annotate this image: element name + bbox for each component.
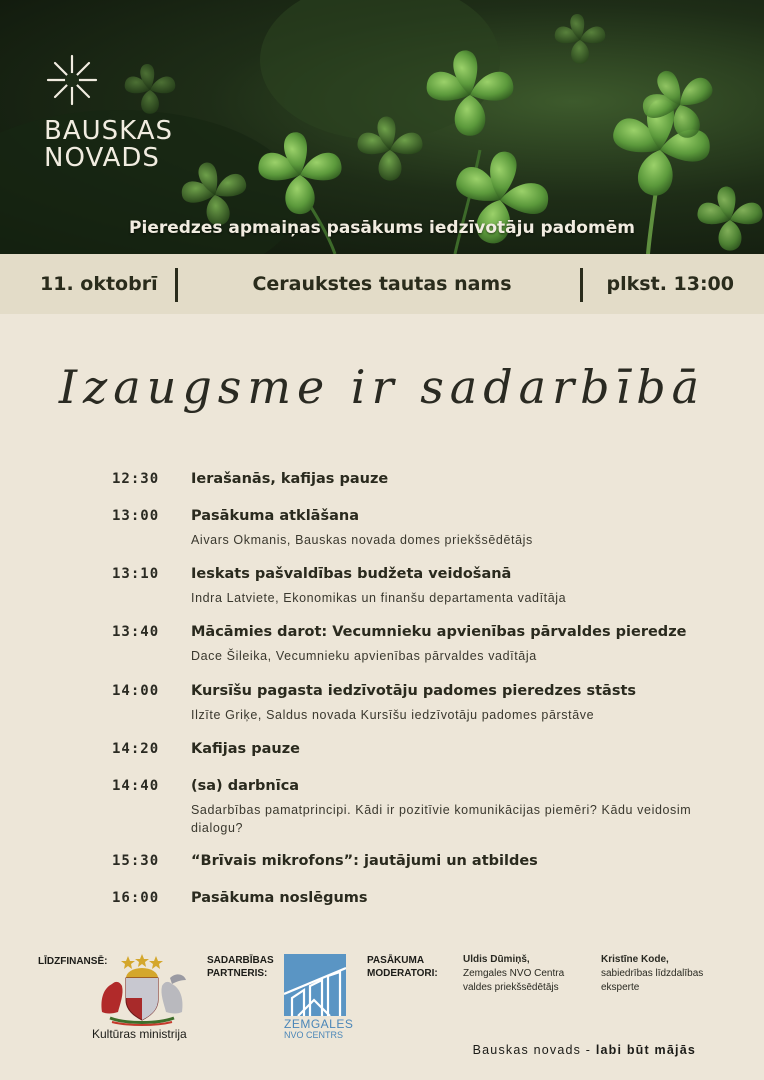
agenda-time: 14:00 xyxy=(112,683,160,699)
agenda-title: Ierašanās, kafijas pauze xyxy=(191,471,389,487)
ministry-name: Kultūras ministrija xyxy=(92,1027,187,1041)
agenda-time: 14:40 xyxy=(112,778,160,794)
event-subtitle: Pieredzes apmaiņas pasākums iedzīvotāju padomēm xyxy=(129,218,635,238)
divider xyxy=(580,268,583,302)
event-info-bar xyxy=(0,254,764,314)
slogan-bold: labi būt mājās xyxy=(595,1043,696,1057)
moderator-2-name: Kristīne Kode, xyxy=(601,954,669,965)
latvia-coat-of-arms-icon xyxy=(96,954,188,1026)
moderator-2-role-line-2: eksperte xyxy=(601,982,640,993)
moderator-1 xyxy=(463,953,564,995)
moderators-label-line-1: PASĀKUMA xyxy=(367,955,425,966)
agenda-title: Kafijas pauze xyxy=(191,741,300,757)
event-place: Ceraukstes tautas nams xyxy=(252,273,512,295)
logo-line-1: BAUSKAS xyxy=(44,116,174,146)
agenda-time: 14:20 xyxy=(112,741,160,757)
poster-title: Izaugsme ir sadarbībā xyxy=(58,360,706,414)
agenda-description: Sadarbības pamatprincipi. Kādi ir pozitīvie komunikācijas piemēri? Kādu veidosim dialogu? xyxy=(191,803,692,835)
slogan-prefix: Bauskas novads - xyxy=(472,1043,596,1057)
agenda-time: 12:30 xyxy=(112,471,160,487)
agenda-title: Kursīšu pagasta iedzīvotāju padomes pieredzes stāsts xyxy=(191,683,637,699)
zemgales-nvo-logo-icon xyxy=(284,954,346,1016)
nvo-name-line-1: ZEMGALES xyxy=(284,1017,354,1031)
logo-line-2: NOVADS xyxy=(44,143,160,173)
event-date: 11. oktobrī xyxy=(40,273,158,295)
bauskas-novads-logo-icon xyxy=(44,52,100,108)
agenda-speaker: Ilzīte Griķe, Saldus novada Kursīšu iedzīvotāju padomes pārstāve xyxy=(191,708,595,722)
partners-label xyxy=(207,954,274,980)
agenda-title: “Brīvais mikrofons”: jautājumi un atbildes xyxy=(191,853,538,869)
partners-label-line-1: SADARBĪBAS xyxy=(207,955,274,966)
moderators-label xyxy=(367,954,438,980)
moderator-1-role-line-1: Zemgales NVO Centra xyxy=(463,968,565,979)
slogan xyxy=(473,1043,696,1057)
agenda-speaker: Dace Šileika, Vecumnieku apvienības pārvaldes vadītāja xyxy=(191,649,537,663)
agenda-title: (sa) darbnīca xyxy=(191,778,300,794)
moderator-2 xyxy=(601,953,703,995)
agenda-time: 16:00 xyxy=(112,890,160,906)
agenda-time: 13:00 xyxy=(112,508,160,524)
header-banner xyxy=(0,0,764,254)
cofinance-label: LĪDZFINANSĒ: xyxy=(38,956,108,967)
agenda-time: 13:40 xyxy=(112,624,160,640)
logo-wordmark xyxy=(44,118,173,172)
agenda-title: Pasākuma atklāšana xyxy=(191,508,359,524)
partners-label-line-2: PARTNERIS: xyxy=(207,968,268,979)
nvo-name xyxy=(284,1017,354,1041)
event-time: plkst. 13:00 xyxy=(606,273,734,295)
agenda-title: Pasākuma noslēgums xyxy=(191,890,368,906)
nvo-name-line-2: NVO CENTRS xyxy=(284,1030,344,1040)
agenda-time: 15:30 xyxy=(112,853,160,869)
moderator-1-role-line-2: valdes priekšsēdētājs xyxy=(463,982,559,993)
agenda-time: 13:10 xyxy=(112,566,160,582)
agenda-speaker: Indra Latviete, Ekonomikas un finanšu departamenta vadītāja xyxy=(191,591,567,605)
moderator-2-role-line-1: sabiedrības līdzdalības xyxy=(601,968,704,979)
agenda-speaker: Aivars Okmanis, Bauskas novada domes priekšsēdētājs xyxy=(191,533,533,547)
moderator-1-name: Uldis Dūmiņš, xyxy=(463,954,530,965)
agenda-title: Ieskats pašvaldības budžeta veidošanā xyxy=(191,566,512,582)
moderators-label-line-2: MODERATORI: xyxy=(367,968,438,979)
agenda-title: Mācāmies darot: Vecumnieku apvienības pārvaldes pieredze xyxy=(191,624,687,640)
